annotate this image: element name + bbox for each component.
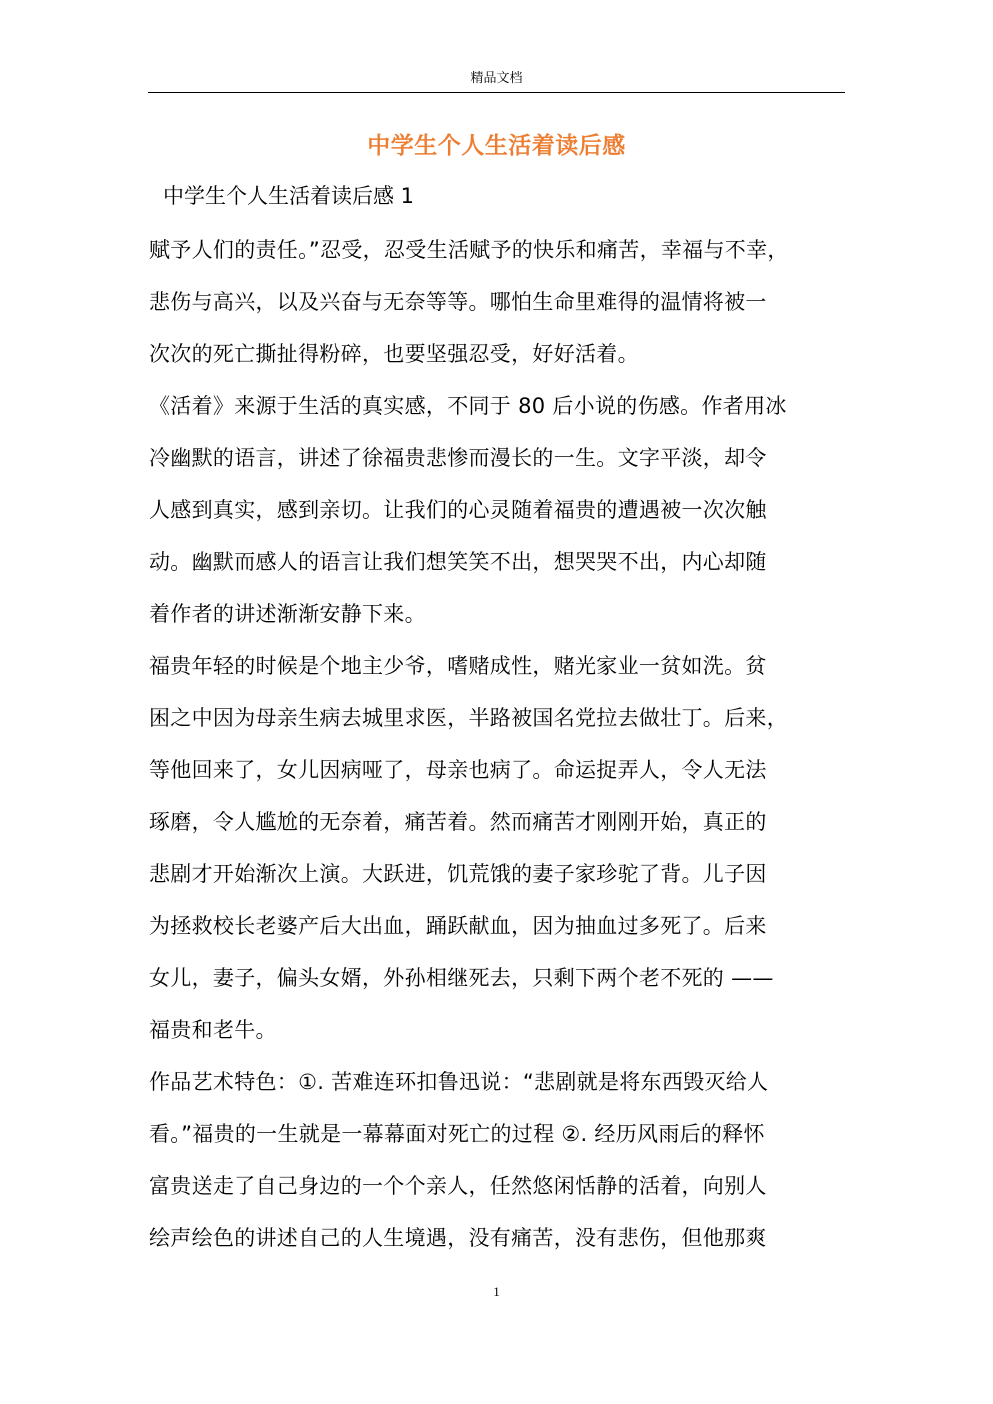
body-line: 为拯救校长老婆产后大出血，踊跃献血，因为抽血过多死了。后来 [149,914,767,938]
body-line: 动。幽默而感人的语言让我们想笑笑不出，想哭哭不出，内心却随 [149,550,767,574]
header-divider [148,92,845,93]
running-header: 精品文档 [470,71,523,86]
body-line: 冷幽默的语言，讲述了徐福贵悲惨而漫长的一生。文字平淡，却令 [149,446,767,470]
body-line: 等他回来了，女儿因病哑了，母亲也病了。命运捉弄人，令人无法 [149,758,767,782]
body-line: 困之中因为母亲生病去城里求医，半路被国名党拉去做壮丁。后来， [149,706,788,730]
body-line: 人感到真实，感到亲切。让我们的心灵随着福贵的遭遇被一次次触 [149,498,767,522]
body-line: 女儿，妻子，偏头女婿，外孙相继死去，只剩下两个老不死的 —— [149,966,774,990]
body-line: 赋予人们的责任。”忍受，忍受生活赋予的快乐和痛苦，幸福与不幸， [149,238,789,262]
body-line: 作品艺术特色：①. 苦难连环扣鲁迅说：“悲剧就是将东西毁灭给人 [149,1070,769,1094]
body-line: 悲剧才开始渐次上演。大跃进，饥荒饿的妻子家珍驼了背。儿子因 [149,862,767,886]
body-line: 富贵送走了自己身边的一个个亲人，任然悠闲恬静的活着，向别人 [149,1174,767,1198]
body-line: 绘声绘色的讲述自己的人生境遇，没有痛苦，没有悲伤，但他那爽 [149,1226,767,1250]
body-line: 福贵年轻的时候是个地主少爷，嗜赌成性，赌光家业一贫如洗。贫 [149,654,767,678]
body-line: 《活着》来源于生活的真实感，不同于 80 后小说的伤感。作者用冰 [149,394,787,418]
body-line: 看。”福贵的一生就是一幕幕面对死亡的过程 ②. 经历风雨后的释怀 [149,1122,765,1146]
page-number: 1 [493,1284,500,1299]
document-title: 中学生个人生活着读后感 [367,133,626,159]
body-line: 着作者的讲述渐渐安静下来。 [149,602,426,626]
body-line: 次次的死亡撕扯得粉碎，也要坚强忍受，好好活着。 [149,342,639,366]
body-line: 福贵和老牛。 [149,1018,277,1042]
body-line: 悲伤与高兴，以及兴奋与无奈等等。哪怕生命里难得的温情将被一 [149,290,767,314]
section-subtitle: 中学生个人生活着读后感 1 [163,184,415,208]
body-line: 琢磨，令人尴尬的无奈着，痛苦着。然而痛苦才刚刚开始，真正的 [149,810,767,834]
